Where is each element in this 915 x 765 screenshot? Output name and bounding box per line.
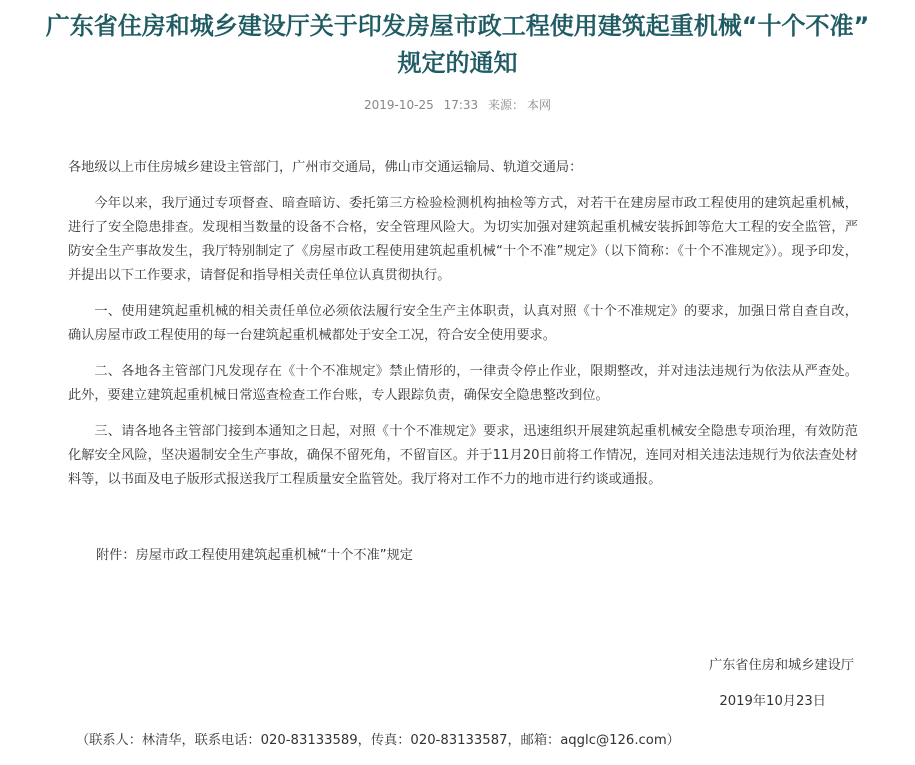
attachment-link[interactable]: 附件：房屋市政工程使用建筑起重机械“十个不准”规定 [96, 548, 413, 563]
publish-time: 17:33 [443, 98, 479, 112]
sign-date: 2019年10月23日 [719, 694, 826, 709]
contact-info: （联系人：林清华，联系电话：020-83133589，传真：020-83133587，邮箱：aqglc@126.com） [76, 733, 680, 748]
article-title [10, 8, 905, 82]
greeting: 各地级以上市住房城乡建设主管部门，广州市交通局，佛山市交通运输局、轨道交通局： [68, 160, 583, 175]
article-title-line-1: 广东省住房和城乡建设厅关于印发房屋市政工程使用建筑起重机械“十个不准” [45, 12, 870, 40]
article-body [68, 156, 858, 504]
source-label: 来源： [487, 98, 524, 112]
signer: 广东省住房和城乡建设厅 [708, 658, 854, 673]
article-meta [0, 96, 915, 114]
article-title-line-2: 规定的通知 [397, 49, 518, 77]
source-value: 本网 [527, 98, 552, 112]
paragraph-item-2: 二、各地各主管部门凡发现存在《十个不准规定》禁止情形的，一律责令停止作业，限期整改，并对违法违规行为依法从严查处。此外，要建立建筑起重机械日常巡查检查工作台账，专人跟踪负责，确保安全隐患整改到位。 [68, 364, 858, 403]
publish-date: 2019-10-25 [363, 98, 434, 112]
paragraph-item-1: 一、使用建筑起重机械的相关责任单位必须依法履行安全生产主体职责，认真对照《十个不准规定》的要求，加强日常自查自改，确认房屋市政工程使用的每一台建筑起重机械都处于安全工况，符合安全使用要求。 [68, 304, 858, 343]
paragraph-intro: 今年以来，我厅通过专项督查、暗查暗访、委托第三方检验检测机构抽检等方式，对若干在建房屋市政工程使用的建筑起重机械，进行了安全隐患排查。发现相当数量的设备不合格，安全管理风险大。为切实加强对建筑起重机械安装拆卸等危大工程的安全监管，严防安全生产事故发生，我厅特别制定了《房屋市政工程使用建筑起重机械“十个不准”规定》（以下简称：《十个不准规定》）。现予印发，并提出以下工作要求，请督促和指导相关责任单位认真贯彻执行。 [68, 196, 858, 283]
paragraph-item-3: 三、请各地各主管部门接到本通知之日起，对照《十个不准规定》要求，迅速组织开展建筑起重机械安全隐患专项治理，有效防范化解安全风险，坚决遏制安全生产事故，确保不留死角，不留盲区。并于11月20日前将工作情况，连同对相关违法违规行为依法查处材料等，以书面及电子版形式报送我厅工程质量安全监管处。我厅将对工作不力的地市进行约谈或通报。 [68, 424, 858, 487]
